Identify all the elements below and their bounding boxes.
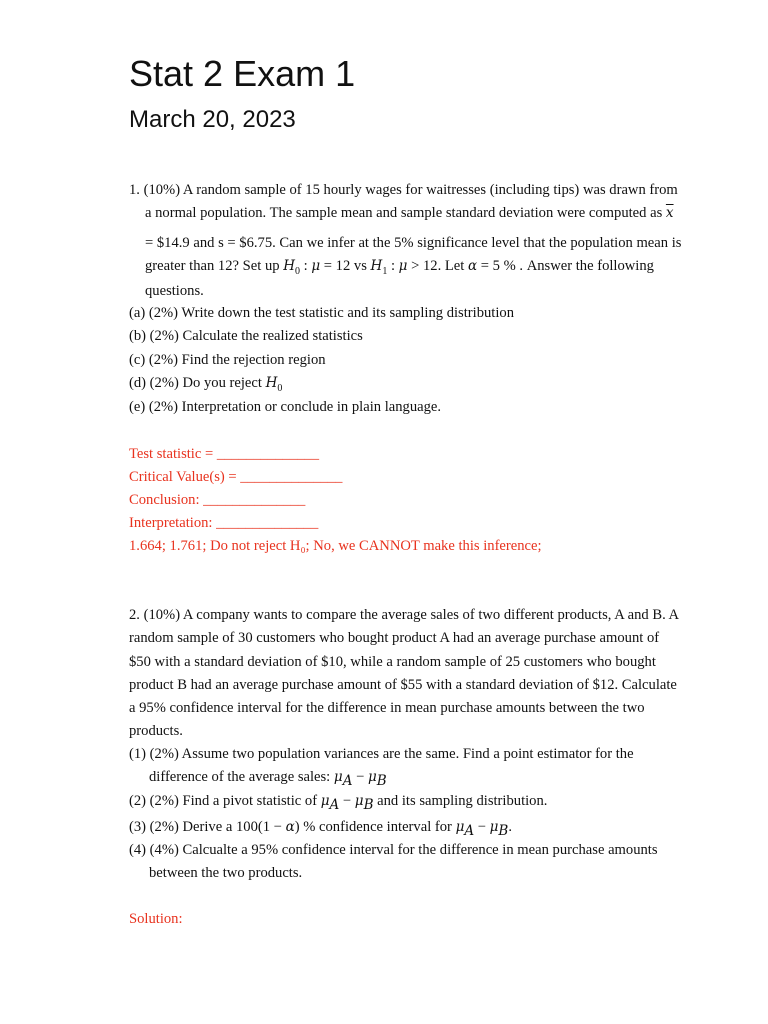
q2-part-1-line-1: (1) (2%) Assume two population variances are the same. Find a point estimator for the bbox=[129, 746, 634, 762]
q1-part-d: (d) (2%) Do you reject $H_0$ bbox=[129, 375, 283, 394]
q1-stem-line-2: a normal population. The sample mean and sample standard deviation were computed as $\overline{x}$ bbox=[145, 205, 674, 221]
answer-test-statistic: Test statistic = ______________ bbox=[129, 446, 320, 462]
answer-key: 1.664; 1.761; Do not reject H₀; No, we CANNOT make this inference; bbox=[129, 538, 542, 554]
q1-stem-line-1: 1. (10%) A random sample of 15 hourly wages for waitresses (including tips) was drawn from bbox=[129, 182, 678, 198]
q1-stem-line-5: questions. bbox=[145, 283, 204, 299]
q2-part-2: (2) (2%) Find a pivot statistic of $\mu_A - \mu_B$ and its sampling distribution. bbox=[129, 793, 548, 813]
q1-stem-line-3: = $14.9 and s = $6.75. Can we infer at the 5% significance level that the population mean is bbox=[145, 235, 682, 251]
q1-part-c: (c) (2%) Find the rejection region bbox=[129, 352, 326, 368]
q1-stem-line-4: greater than 12? Set up $H_0$ : μ = 12 vs $H_1$ : μ > 12. Let α = 5 % . Answer the following bbox=[145, 258, 654, 277]
answer-conclusion: Conclusion: ______________ bbox=[129, 492, 306, 508]
q2-stem-line-2: random sample of 30 customers who bought product A had an average purchase amount of bbox=[129, 630, 660, 646]
answer-critical-values: Critical Value(s) = ______________ bbox=[129, 469, 343, 485]
q1-part-a: (a) (2%) Write down the test statistic and its sampling distribution bbox=[129, 305, 515, 321]
q1-part-b: (b) (2%) Calculate the realized statistics bbox=[129, 328, 363, 344]
q2-stem-line-6: products. bbox=[129, 723, 183, 739]
q2-part-4-line-2: between the two products. bbox=[149, 865, 303, 881]
solution-label: Solution: bbox=[129, 911, 183, 927]
q2-part-1-line-2: difference of the average sales: $\mu_A - \mu_B$ bbox=[149, 769, 387, 789]
q2-stem-line-1: 2. (10%) A company wants to compare the average sales of two different products, A and B. A bbox=[129, 607, 680, 623]
q1-part-e: (e) (2%) Interpretation or conclude in plain language. bbox=[129, 399, 442, 415]
q2-part-4-line-1: (4) (4%) Calcualte a 95% confidence interval for the difference in mean purchase amounts bbox=[129, 842, 658, 858]
q2-part-3: (3) (2%) Derive a 100(1 − α) % confidence interval for $\mu_A - \mu_B$. bbox=[129, 819, 512, 839]
q2-stem-line-5: a 95% confidence interval for the difference in mean purchase amounts between the two bbox=[129, 700, 645, 716]
q2-stem-line-3: $50 with a standard deviation of $10, while a random sample of 25 customers who bought bbox=[129, 654, 656, 670]
q2-stem-line-4: product B had an average purchase amount of $55 with a standard deviation of $12. Calculate bbox=[129, 677, 677, 693]
xbar-symbol: $\overline{x}$ bbox=[665, 205, 674, 221]
exam-date: March 20, 2023 bbox=[129, 106, 296, 133]
exam-title: Stat 2 Exam 1 bbox=[129, 53, 356, 94]
answer-interpretation: Interpretation: ______________ bbox=[129, 515, 319, 531]
